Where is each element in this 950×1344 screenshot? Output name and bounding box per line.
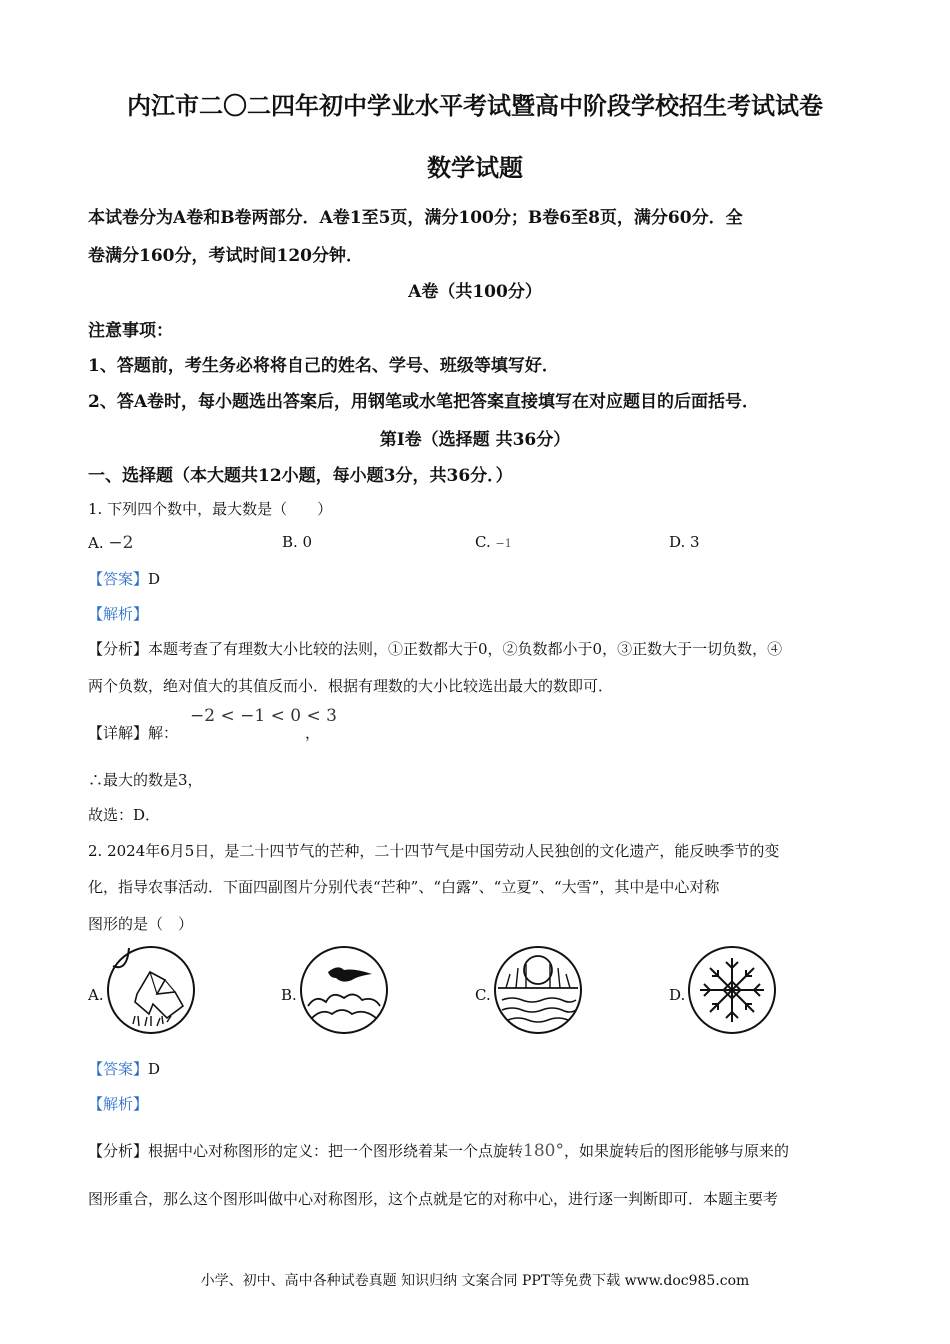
q1-fenxi-text-1: 本题考查了有理数大小比较的法则，①正数都大于0，②负数都小于0，③正数大于一切负数，④ [148, 640, 783, 658]
lixia-image [492, 944, 584, 1036]
q2-fenxi-line-1 [88, 1140, 789, 1161]
q1-option-a [88, 533, 133, 553]
notice-2: 2、答A卷时，每小题选出答案后，用钢笔或水笔把答案直接填写在对应题目的后面括号． [88, 392, 760, 412]
q2-stem-3: 图形的是（ ） [88, 915, 194, 933]
q2-fenxi-text-1a: 根据中心对称图形的定义：把一个图形绕着某一个点旋转 [148, 1142, 524, 1160]
mangzhong-image [105, 944, 197, 1036]
q1-answer-line [88, 568, 160, 589]
q1-detail-suffix: ， [305, 724, 321, 742]
q1-detail-line [88, 722, 178, 743]
q2-fenxi-tag: 【分析】 [88, 1142, 149, 1160]
q1-option-a-label: A. [88, 534, 104, 552]
q1-option-c [475, 533, 512, 551]
q2-stem-1: 2. 2024年6月5日，是二十四节气的芒种，二十四节气是中国劳动人民独创的文化遗产，能反映季节的变 [88, 842, 780, 860]
q1-detail-prefix: 解： [148, 724, 179, 742]
q1-choose: 故选：D． [88, 806, 161, 824]
q1-option-c-label: C. [475, 533, 491, 551]
q2-analysis-tag: 【解析】 [88, 1095, 149, 1113]
q2-fenxi-text-1b: ，如果旋转后的图形能够与原来的 [563, 1142, 789, 1160]
bailu-image [298, 944, 390, 1036]
intro-line-1: 本试卷分为A卷和B卷两部分．A卷1至5页，满分100分；B卷6至8页，满分60分．全 [88, 208, 743, 228]
q1-option-c-value: −1 [495, 537, 512, 550]
q1-option-d: D. 3 [669, 533, 700, 551]
intro-line-2: 卷满分160分，考试时间120分钟． [88, 246, 363, 266]
q2-answer-value: D [148, 1060, 161, 1078]
exam-subtitle: 数学试题 [427, 153, 523, 182]
notice-1: 1、答题前，考生务必将将自己的姓名、学号、班级等填写好． [88, 356, 559, 376]
q2-stem-2: 化，指导农事活动．下面四副图片分别代表“芒种”、“白露”、“立夏”、“大雪”，其中是中心对称 [88, 878, 720, 896]
q1-answer-value: D [148, 570, 161, 588]
q1-stem: 1. 下列四个数中，最大数是（ ） [88, 500, 333, 518]
q1-fenxi-line-1 [88, 638, 782, 659]
section-a-heading: A卷（共100分） [408, 282, 542, 302]
part-1-heading: 第Ⅰ卷（选择题 共36分） [379, 430, 571, 450]
q1-option-b: B. 0 [282, 533, 313, 551]
q2-option-d-label: D. [669, 986, 686, 1004]
q1-conclusion: ∴最大的数是3， [88, 771, 203, 789]
q1-analysis-tag: 【解析】 [88, 605, 149, 623]
section-one-heading: 一、选择题（本大题共12小题，每小题3分，共36分．） [88, 466, 513, 486]
q2-answer-line [88, 1058, 160, 1079]
q2-option-c-label: C. [475, 986, 491, 1004]
q1-option-a-value: −2 [108, 533, 134, 553]
q1-answer-tag: 【答案】 [88, 570, 149, 588]
q2-option-b-label: B. [281, 986, 297, 1004]
q2-option-a-label: A. [88, 986, 104, 1004]
q1-detail-tag: 【详解】 [88, 724, 149, 742]
q1-fenxi-tag: 【分析】 [88, 640, 149, 658]
page-footer: 小学、初中、高中各种试卷真题 知识归纳 文案合同 PPT等免费下载 www.doc985.com [200, 1273, 750, 1289]
q1-fenxi-line-2: 两个负数，绝对值大的其值反而小．根据有理数的大小比较选出最大的数即可． [88, 677, 614, 695]
q2-fenxi-line-2: 图形重合，那么这个图形叫做中心对称图形，这个点就是它的对称中心，进行逐一判断即可．本题主要考 [88, 1190, 779, 1208]
notice-heading: 注意事项： [88, 321, 173, 341]
exam-title: 内江市二〇二四年初中学业水平考试暨高中阶段学校招生考试试卷 [127, 91, 823, 120]
daxue-image [686, 944, 778, 1036]
q2-answer-tag: 【答案】 [88, 1060, 149, 1078]
q1-detail-math: −2 < −1 < 0 < 3 [190, 706, 337, 726]
q2-fenxi-degree: 180° [523, 1141, 564, 1161]
